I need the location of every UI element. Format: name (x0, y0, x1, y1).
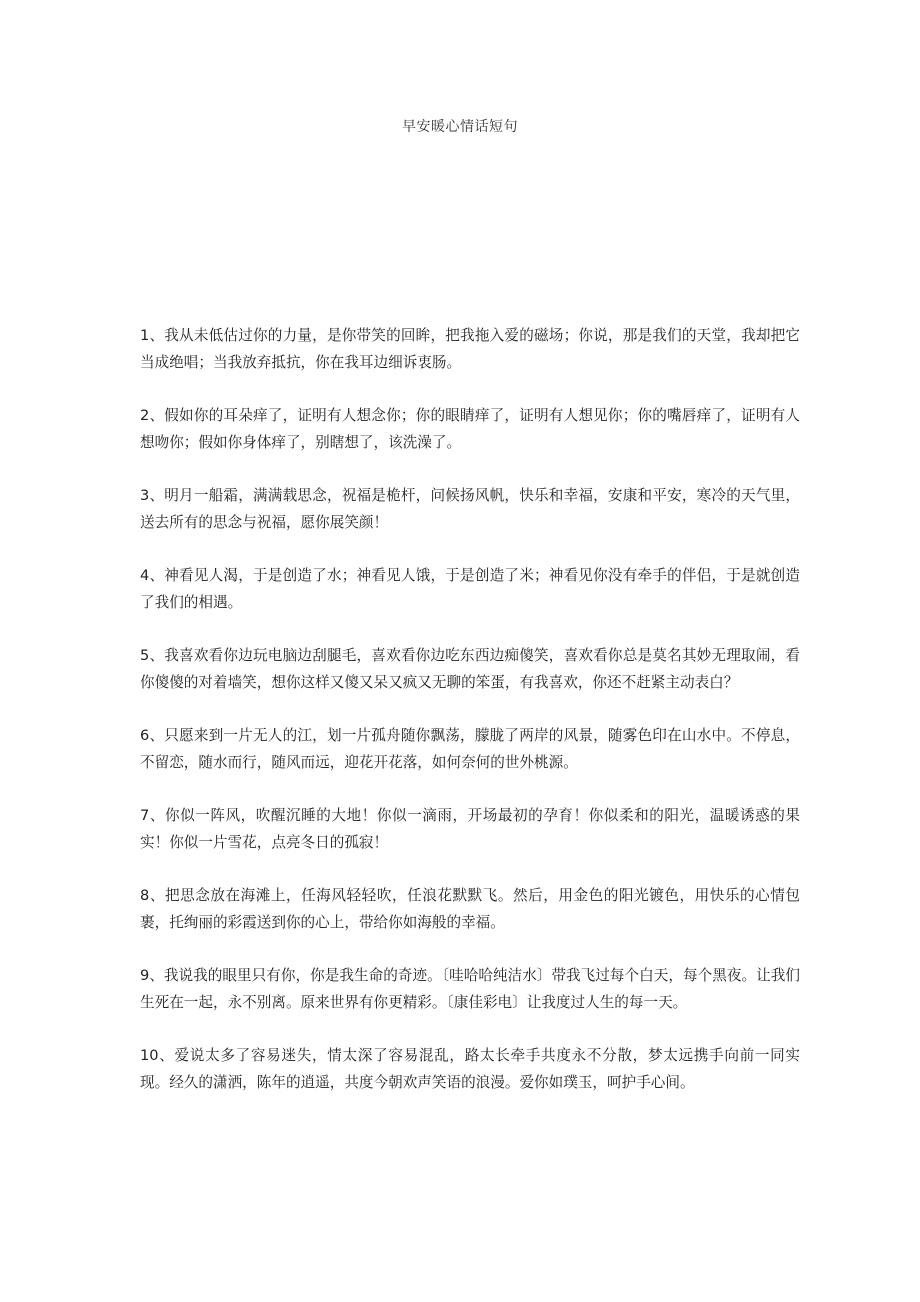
paragraph-6: 6、只愿来到一片无人的江，划一片孤舟随你飘荡，朦胧了两岸的风景，随雾色印在山水中。不停息，不留恋，随水而行，随风而远，迎花开花落，如何奈何的世外桃源。 (140, 727, 800, 771)
paragraph-8: 8、把思念放在海滩上，任海风轻轻吹，任浪花默默飞。然后，用金色的阳光镀色，用快乐的心情包裹，托绚丽的彩霞送到你的心上，带给你如海般的幸福。 (140, 887, 800, 931)
paragraph-4: 4、神看见人渴，于是创造了水；神看见人饿，于是创造了米；神看见你没有牵手的伴侣，于是就创造了我们的相遇。 (140, 567, 800, 611)
paragraph-1: 1、我从未低估过你的力量，是你带笑的回眸，把我拖入爱的磁场；你说，那是我们的天堂，我却把它当成绝唱；当我放弃抵抗，你在我耳边细诉衷肠。 (140, 327, 800, 371)
paragraph-10: 10、爱说太多了容易迷失，情太深了容易混乱，路太长牵手共度永不分散，梦太远携手向前一同实现。经久的潇洒，陈年的逍遥，共度今朝欢声笑语的浪漫。爱你如璞玉，呵护手心间。 (140, 1047, 800, 1091)
document-body (140, 322, 800, 1122)
paragraph-9: 9、我说我的眼里只有你，你是我生命的奇迹。〔哇哈哈纯洁水〕带我飞过每个白天，每个黑夜。让我们生死在一起，永不别离。原来世界有你更精彩。〔康佳彩电〕让我度过人生的每一天。 (140, 967, 800, 1011)
paragraph-7: 7、你似一阵风，吹醒沉睡的大地！你似一滴雨，开场最初的孕育！你似柔和的阳光，温暖诱惑的果实！你似一片雪花，点亮冬日的孤寂！ (140, 807, 800, 851)
document-title: 早安暖心情话短句 (402, 119, 518, 135)
paragraph-3: 3、明月一船霜，满满载思念，祝福是桅杆，问候扬风帆，快乐和幸福，安康和平安，寒冷的天气里，送去所有的思念与祝福，愿你展笑颜！ (140, 487, 800, 531)
paragraph-5: 5、我喜欢看你边玩电脑边刮腿毛，喜欢看你边吃东西边痴傻笑，喜欢看你总是莫名其妙无理取闹，看你傻傻的对着墙笑，想你这样又傻又呆又疯又无聊的笨蛋，有我喜欢，你还不赶紧主动表白？ (140, 647, 800, 691)
paragraph-2: 2、假如你的耳朵痒了，证明有人想念你；你的眼睛痒了，证明有人想见你；你的嘴唇痒了，证明有人想吻你；假如你身体痒了，别瞎想了，该洗澡了。 (140, 407, 800, 451)
